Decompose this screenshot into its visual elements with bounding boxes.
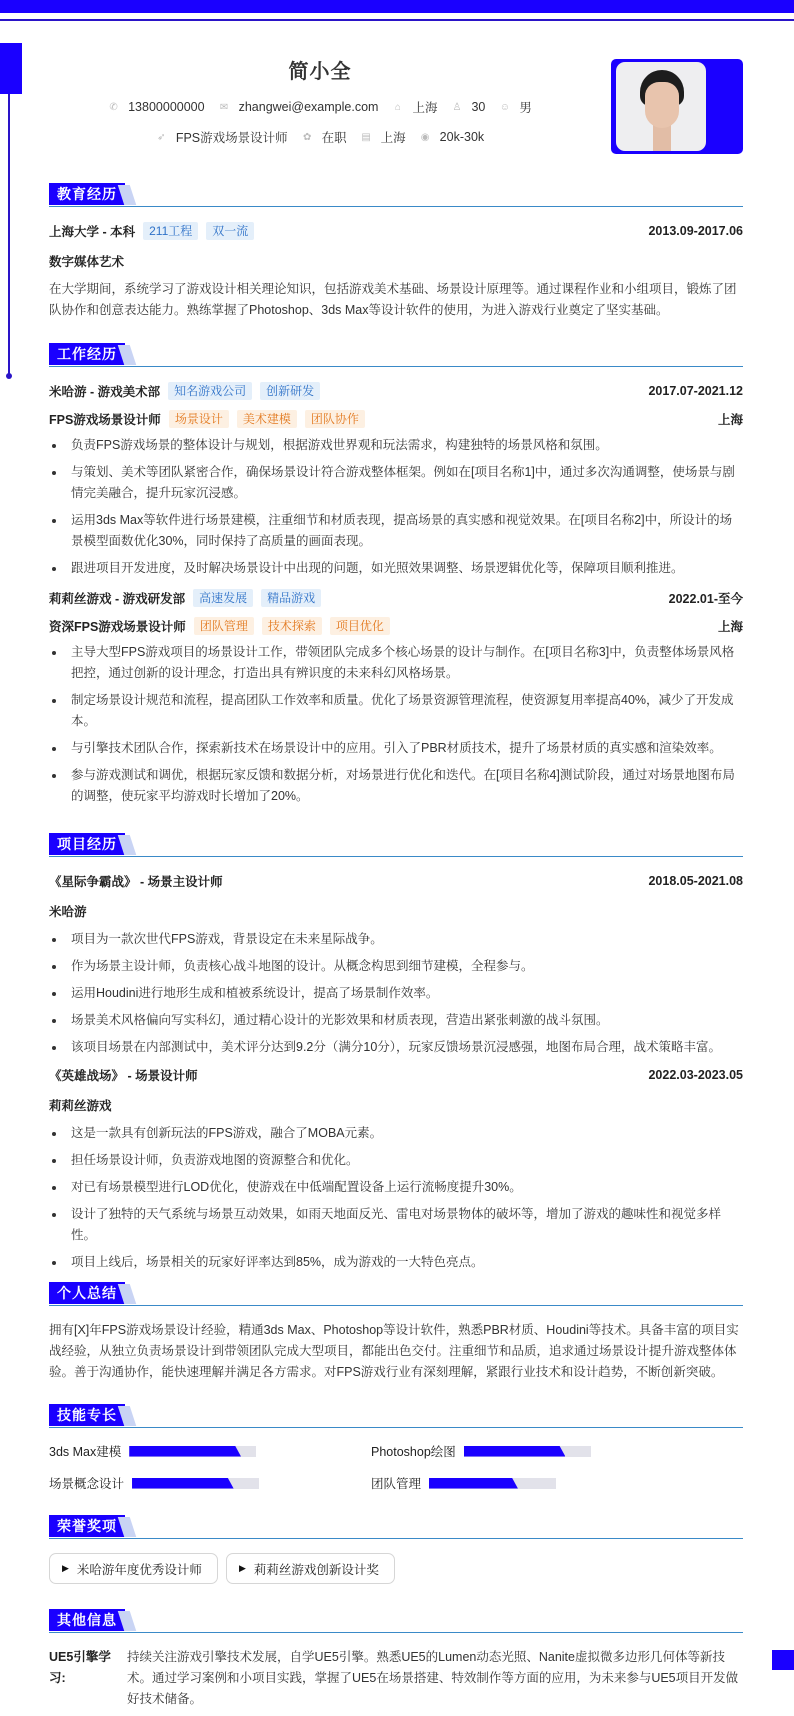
list-item: 项目为一款次世代FPS游戏，背景设定在未来星际战争。 (49, 929, 743, 950)
left-accent-line (8, 94, 10, 376)
skill-bar (429, 1478, 556, 1489)
list-item: 运用3ds Max等软件进行场景建模，注重细节和材质表现，提高场景的真实感和视觉效果。在[项目名称2]中，所设计的场景模型面数优化30%，同时保持了高质量的画面表现。 (49, 510, 743, 552)
send-icon: ➶ (157, 131, 166, 143)
list-item: 参与游戏测试和调优，根据玩家反馈和数据分析，对场景进行优化和迭代。在[项目名称4]测试阶段，通过对场景地图布局的调整，使玩家平均游戏时长增加了20%。 (49, 765, 743, 807)
list-item: 负责FPS游戏场景的整体设计与规划，根据游戏世界观和玩法需求，构建独特的场景风格和氛围。 (49, 435, 743, 456)
job-entry (49, 382, 743, 579)
tag: 双一流 (206, 222, 254, 240)
left-accent-dot (6, 373, 12, 379)
contact-phone: ✆ 13800000000 (109, 100, 205, 114)
bullet-list (49, 435, 743, 579)
mail-icon: ✉ (219, 101, 229, 113)
contact-age: ♙ 30 (452, 100, 486, 114)
list-item: 这是一款具有创新玩法的FPS游戏，融合了MOBA元素。 (49, 1123, 743, 1144)
section-header (49, 183, 743, 207)
date-range: 2017.07-2021.12 (648, 384, 743, 398)
list-item: 作为场景主设计师，负责核心战斗地图的设计。从概念构思到细节建模，全程参与。 (49, 956, 743, 977)
skill-item: 场景概念设计 (49, 1474, 371, 1492)
bullet-list (49, 642, 743, 807)
tag: 高速发展 (193, 589, 253, 607)
tag: 团队管理 (194, 617, 254, 635)
job-intent-row (80, 128, 560, 146)
location: 上海 (717, 413, 743, 427)
other-text: 持续关注游戏引擎技术发展，自学UE5引擎。熟悉UE5的Lumen动态光照、Nanite虚拟微多边形几何体等新技术。通过学习案例和小项目实践，掌握了UE5在场景搭建、特效制作等方面的应用，为未来参与UE5项目开发做好技术储备。 (127, 1650, 739, 1706)
list-item: 担任场景设计师，负责游戏地图的资源整合和优化。 (49, 1150, 743, 1171)
tag: 精品游戏 (261, 589, 321, 607)
skill-item: 3ds Max建模 (49, 1442, 371, 1460)
section-header (49, 343, 743, 367)
tag: 项目优化 (330, 617, 390, 635)
date-range: 2022.03-2023.05 (648, 1068, 743, 1082)
tag: 创新研发 (260, 382, 320, 400)
phone-icon: ✆ (109, 101, 118, 113)
building-icon: ▤ (361, 131, 371, 143)
education-row (49, 222, 743, 240)
job-position: ➶ FPS游戏场景设计师 (157, 131, 288, 145)
list-item: 跟进项目开发进度，及时解决场景设计中出现的问题，如光照效果调整、场景逻辑优化等，保障项目顺利推进。 (49, 558, 743, 579)
other-item (49, 1647, 743, 1710)
gender-icon: ☺ (499, 101, 510, 113)
date-range: 2022.01-至今 (668, 592, 743, 606)
list-item: 对已有场景模型进行LOD优化，使游戏在中低端配置设备上运行流畅度提升30%。 (49, 1177, 743, 1198)
tag: 知名游戏公司 (168, 382, 252, 400)
section-title: 技能专长 (49, 1404, 125, 1426)
contact-gender: ☺ 男 (499, 101, 532, 115)
education-description: 在大学期间，系统学习了游戏设计相关理论知识，包括游戏美术基础、场景设计原理等。通过课程作业和小组项目，锻炼了团队协作和创意表达能力。熟练掌握了Photoshop、3ds Max等设计软件的使用，为进入游戏行业奠定了坚实基础。 (49, 282, 737, 317)
section-title: 荣誉奖项 (49, 1515, 125, 1537)
job-status: ✿ 在职 (302, 131, 347, 145)
photo-frame (611, 59, 743, 154)
home-icon: ⌂ (394, 101, 401, 113)
skill-item: Photoshop绘图 (371, 1442, 693, 1460)
project-entry (49, 1066, 743, 1273)
tag: 团队协作 (305, 410, 365, 428)
company-name: 米哈游 - 游戏美术部 (49, 385, 161, 399)
right-accent-block (772, 1650, 794, 1670)
section-title: 项目经历 (49, 833, 125, 855)
summary-section (49, 1282, 743, 1383)
skill-item: 团队管理 (371, 1474, 693, 1492)
contact-city: ⌂ 上海 (392, 98, 437, 116)
list-item: 设计了独特的天气系统与场景互动效果，如雨天地面反光、雷电对场景物体的破坏等，增加了游戏的趣味性和视觉多样性。 (49, 1204, 743, 1246)
awards-section (49, 1515, 743, 1584)
skills-section (49, 1404, 743, 1492)
section-title: 教育经历 (49, 183, 125, 205)
play-triangle-icon: ▶ (238, 1563, 246, 1573)
location: 上海 (717, 620, 743, 634)
list-item: 制定场景设计规范和流程，提高团队工作效率和质量。优化了场景资源管理流程，使资源复用率提高40%，减少了开发成本。 (49, 690, 743, 732)
other-label: UE5引擎学习: (49, 1650, 111, 1685)
education-section (49, 183, 743, 321)
role-title: FPS游戏场景设计师 (49, 413, 161, 427)
school-name: 上海大学 - 本科 (49, 225, 136, 239)
contact-email: ✉ zhangwei@example.com (219, 100, 379, 114)
list-item: 运用Houdini进行地形生成和植被系统设计，提高了场景制作效率。 (49, 983, 743, 1004)
job-city: ▤ 上海 (361, 131, 406, 145)
tag: 美术建模 (237, 410, 297, 428)
list-item: 项目上线后，场景相关的玩家好评率达到85%，成为游戏的一大特色亮点。 (49, 1252, 743, 1273)
job-salary: ◉ 20k-30k (420, 130, 485, 144)
skill-bar (464, 1446, 591, 1457)
date-range: 2018.05-2021.08 (648, 874, 743, 888)
project-name: 《星际争霸战》 - 场景主设计师 (49, 875, 223, 889)
skill-bar (129, 1446, 256, 1457)
tag: 场景设计 (169, 410, 229, 428)
section-header (49, 1282, 743, 1306)
play-triangle-icon: ▶ (62, 1563, 69, 1573)
section-header (49, 1404, 743, 1428)
top-accent-line (0, 19, 794, 21)
list-item: 与策划、美术等团队紧密合作，确保场景设计符合游戏整体框架。例如在[项目名称1]中，通过多次沟通调整，使场景与剧情完美融合，提升玩家沉浸感。 (49, 462, 743, 504)
section-title: 个人总结 (49, 1282, 125, 1304)
role-title: 资深FPS游戏场景设计师 (49, 620, 186, 634)
age-icon: ♙ (452, 101, 462, 113)
projects-section (49, 833, 743, 1279)
section-header (49, 1515, 743, 1539)
status-icon: ✿ (302, 131, 312, 143)
summary-text: 拥有[X]年FPS游戏场景设计经验，精通3ds Max、Photoshop等设计软件，熟悉PBR材质、Houdini等技术。具备丰富的项目实战经验，从独立负责场景设计到带领团队完成大型项目，都能出色交付。注重细节和品质，追求通过场景设计提升游戏整体体验。善于沟通协作，能快速理解并满足各方需求。对FPS游戏行业有深刻理解，紧跟行业技术和设计趋势，不断创新突破。 (49, 1323, 739, 1379)
skills-grid (49, 1442, 743, 1492)
date-range: 2013.09-2017.06 (648, 224, 743, 238)
award-chip: ▶ 米哈游年度优秀设计师 (49, 1553, 218, 1584)
section-header (49, 1609, 743, 1633)
project-company: 莉莉丝游戏 (49, 1099, 112, 1113)
contact-row (80, 98, 560, 116)
project-name: 《英雄战场》 - 场景设计师 (49, 1069, 198, 1083)
top-accent-bar (0, 0, 794, 13)
bullet-list (49, 1123, 743, 1273)
list-item: 与引擎技术团队合作，探索新技术在场景设计中的应用。引入了PBR材质技术，提升了场景材质的真实感和渲染效率。 (49, 738, 743, 759)
bullet-list (49, 929, 743, 1058)
candidate-name: 简小全 (288, 61, 352, 83)
award-chip: ▶ 莉莉丝游戏创新设计奖 (226, 1553, 395, 1584)
list-item: 主导大型FPS游戏项目的场景设计工作，带领团队完成多个核心场景的设计与制作。在[项目名称3]中，负责整体场景风格把控，通过创新的设计理念，打造出具有辨识度的未来科幻风格场景。 (49, 642, 743, 684)
project-company: 米哈游 (49, 905, 87, 919)
company-name: 莉莉丝游戏 - 游戏研发部 (49, 592, 186, 606)
work-section (49, 343, 743, 813)
salary-icon: ◉ (420, 131, 430, 143)
list-item: 该项目场景在内部测试中，美术评分达到9.2分（满分10分），玩家反馈场景沉浸感强，地图布局合理，战术策略丰富。 (49, 1037, 743, 1058)
left-accent-block (0, 43, 22, 94)
resume-header (80, 55, 560, 146)
list-item: 场景美术风格偏向写实科幻，通过精心设计的光影效果和材质表现，营造出紧张刺激的战斗氛围。 (49, 1010, 743, 1031)
section-header (49, 833, 743, 857)
avatar-photo (616, 62, 706, 151)
tag: 技术探索 (262, 617, 322, 635)
project-entry (49, 872, 743, 1058)
section-title: 其他信息 (49, 1609, 125, 1631)
skill-bar (132, 1478, 259, 1489)
major: 数字媒体艺术 (49, 255, 125, 269)
other-section (49, 1609, 743, 1710)
section-title: 工作经历 (49, 343, 125, 365)
awards-list (49, 1553, 743, 1584)
job-entry (49, 589, 743, 807)
tag: 211工程 (143, 222, 198, 240)
